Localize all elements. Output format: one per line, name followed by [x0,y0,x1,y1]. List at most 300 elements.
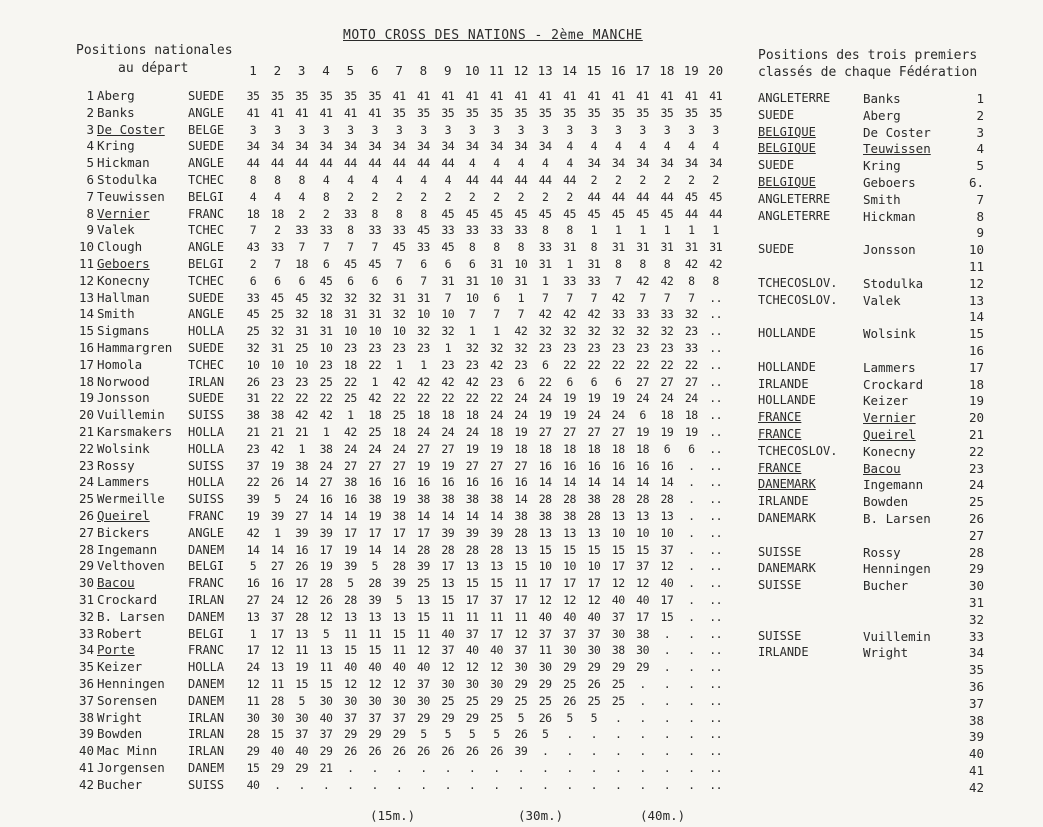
lap-position-cell: 31 [684,240,698,255]
lap-position-cell: 33 [611,307,625,322]
lap-position-cell: 19 [611,391,625,406]
lap-position-cell: . [663,643,671,658]
lap-position-cell: . [590,761,598,775]
lap-position-cell: 8 [517,240,525,255]
lap-position-cell: 13 [465,559,479,574]
lap-position-cell: 41 [636,89,650,103]
federation-rider-name: Teuwissen [863,141,931,157]
lap-position-cell: 28 [246,727,260,742]
lap-position-cell: 13 [343,609,357,624]
lap-position-cell: 26 [587,677,601,691]
rider-nation: HOLLA [188,660,225,675]
lap-position-cell: 41 [538,89,552,103]
start-position: 34 [78,642,94,658]
lap-position-cell: .. [709,290,723,305]
lap-position-cell: 41 [368,105,382,120]
lap-position-cell: 5 [444,727,452,742]
lap-position-cell: 3 [420,122,427,137]
rider-nation: ANGLE [188,307,225,322]
final-position: 22 [968,443,984,459]
lap-number: 18 [659,63,675,78]
lap-position-cell: 18 [368,408,382,423]
lap-position-cell: . [688,710,695,725]
lap-position-cell: 5 [371,559,378,574]
lap-position-cell: 7 [663,290,671,305]
lap-position-cell: 45 [246,307,260,322]
lap-position-cell: 33 [660,307,674,322]
start-position: 5 [86,155,94,171]
lap-position-cell: 18 [270,206,284,221]
lap-position-cell: 42 [392,374,406,389]
lap-position-cell: 13 [611,509,625,523]
lap-position-cell: 7 [444,290,452,305]
lap-position-cell: 23 [343,341,357,355]
lap-position-cell: 42 [441,374,455,389]
lap-position-cell: 44 [660,189,674,204]
lap-position-cell: 34 [465,139,479,154]
lap-position-cell: 7 [371,240,378,255]
lap-position-cell: 3 [444,122,452,137]
federation-rider-name: Geboers [863,175,916,190]
lap-position-cell: 8 [590,240,598,255]
lap-position-cell: 24 [270,593,284,607]
lap-position-cell: 45 [660,206,674,221]
lap-position-cell: 5 [517,710,525,725]
lap-position-cell: 11 [343,626,357,641]
lap-position-cell: 2 [615,173,622,187]
lap-position-cell: .. [709,391,723,406]
rider-nation: SUEDE [188,341,225,355]
lap-position-cell: 33 [514,223,528,238]
lap-position-cell: 28 [465,542,479,557]
lap-position-cell: 27 [636,374,650,389]
lap-position-cell: 27 [563,425,576,439]
lap-position-cell: 11 [270,677,284,691]
lap-position-cell: .. [709,576,723,591]
lap-position-cell: 42 [514,324,528,339]
lap-position-cell: 25 [465,693,479,708]
rider-name: Hallman [97,289,150,305]
lap-position-cell: 2 [322,206,330,221]
lap-position-cell: 15 [392,626,406,641]
start-position: 13 [78,289,94,305]
lap-position-cell: 11 [246,693,260,708]
lap-position-cell: 17 [660,593,674,607]
start-position: 41 [78,760,94,775]
lap-position-cell: 31 [343,307,357,322]
lap-position-cell: 27 [465,458,479,473]
lap-position-cell: 26 [343,744,357,759]
lap-position-cell: 2 [249,257,257,271]
start-position: 12 [78,272,94,288]
lap-position-cell: .. [709,357,723,372]
lap-position-cell: 5 [249,559,257,574]
lap-position-cell: 30 [563,643,576,658]
lap-position-cell: 35 [636,105,650,120]
lap-position-cell: 45 [270,290,284,305]
start-position: 22 [78,440,94,456]
lap-position-cell: 15 [611,542,625,557]
lap-position-cell: 14 [563,475,576,490]
lap-position-cell: 34 [611,156,625,171]
lap-position-cell: 14 [441,509,455,523]
rider-nation: SUISS [188,777,225,792]
lap-position-cell: 14 [636,475,650,490]
lap-position-cell: .. [709,374,723,389]
lap-position-cell: 6 [371,273,378,288]
lap-position-cell: . [541,744,549,759]
lap-position-cell: 15 [660,609,674,624]
lap-position-cell: 39 [441,525,455,540]
rider-name: Karsmakers [97,424,173,439]
lap-position-cell: 30 [490,677,503,691]
lap-position-cell: 4 [639,139,646,154]
lap-position-cell: 1 [395,357,403,372]
lap-position-cell: . [663,693,671,708]
lap-position-cell: 31 [636,240,650,255]
lap-position-cell: 16 [246,576,260,591]
rider-name: Teuwissen [97,188,165,204]
rider-nation: IRLAN [188,744,225,759]
lap-position-cell: 29 [368,727,382,742]
lap-position-cell: 4 [590,139,598,154]
final-position: 12 [968,275,984,291]
federation-rider-name: Kring [863,158,901,174]
lap-position-cell: 17 [587,576,601,591]
lap-position-cell: 14 [319,509,333,523]
lap-position-cell: . [444,761,452,775]
lap-position-cell: 39 [490,525,503,540]
right-header-line2: classés de chaque Fédération [758,65,978,80]
time-mark: (15m.) [370,808,416,823]
lap-position-cell: 45 [392,240,406,255]
lap-position-cell: 42 [587,307,601,322]
final-position: 21 [968,427,984,442]
lap-position-cell: 42 [368,391,382,406]
start-position: 20 [78,407,94,423]
lap-position-cell: 31 [709,240,723,255]
rider-name: Ingemann [97,541,158,557]
final-position: 26 [968,511,984,526]
federation-rider-name: Bacou [863,460,901,476]
lap-position-cell: 12 [563,593,576,607]
federation-rider-name: Queirel [863,427,916,442]
lap-position-cell: 39 [319,525,333,540]
lap-position-cell: 28 [490,542,503,557]
lap-position-cell: 24 [538,391,552,406]
lap-position-cell: 5 [322,626,330,641]
final-position: 37 [968,695,984,711]
lap-position-cell: 1 [688,223,695,238]
lap-position-cell: 2 [274,223,281,238]
lap-position-cell: 5 [298,693,305,708]
lap-position-cell: 7 [541,290,549,305]
lap-position-cell: 17 [611,559,625,574]
federation-name: SUEDE [758,242,795,257]
lap-position-cell: 10 [392,324,406,339]
lap-position-cell: 2 [347,189,354,204]
rider-nation: ANGLE [188,240,225,255]
lap-position-cell: 4 [517,156,525,171]
rider-nation: HOLLA [188,425,225,439]
lap-position-cell: 3 [615,122,622,137]
lap-position-cell: 42 [417,374,430,389]
lap-position-cell: 37 [538,626,552,641]
start-position: 42 [78,776,94,792]
lap-position-cell: 2 [468,189,476,204]
lap-position-cell: 22 [441,391,455,406]
lap-position-cell: 15 [490,576,503,591]
lap-position-cell: . [615,710,622,725]
lap-position-cell: 40 [660,576,674,591]
lap-position-cell: 7 [395,257,403,271]
lap-position-cell: 16 [368,475,382,490]
lap-position-cell: 41 [587,89,601,103]
lap-position-cell: 44 [563,173,576,187]
lap-position-cell: 6 [688,441,695,456]
lap-position-cell: .. [709,425,723,439]
lap-position-cell: 17 [343,525,357,540]
lap-position-cell: 6 [420,257,427,271]
lap-position-cell: 15 [636,542,650,557]
lap-position-cell: 42 [490,357,503,372]
lap-position-cell: 27 [392,458,406,473]
lap-position-cell: 28 [392,559,406,574]
lap-position-cell: 28 [343,593,357,607]
lap-position-cell: 31 [490,257,503,271]
lap-position-cell: 25 [270,307,284,322]
lap-position-cell: 27 [343,458,357,473]
lap-position-cell: 25 [343,391,357,406]
lap-position-cell: . [688,761,695,775]
lap-position-cell: 2 [395,189,403,204]
rider-name: Sigmans [97,323,150,339]
lap-position-cell: 22 [319,391,333,406]
lap-position-cell: 7 [688,290,695,305]
lap-position-cell: 11 [514,609,528,624]
lap-position-cell: . [688,643,695,658]
lap-position-cell: 4 [688,139,695,154]
lap-position-cell: 34 [246,139,260,154]
final-position: 14 [968,309,984,325]
lap-position-cell: 16 [563,458,576,473]
rider-name: Porte [97,642,135,658]
lap-position-cell: 16 [392,475,406,490]
rider-nation: FRANC [188,206,225,221]
rider-nation: ANGLE [188,156,225,171]
lap-position-cell: 40 [319,710,333,725]
lap-position-cell: 13 [587,525,601,540]
lap-position-cell: . [688,542,695,557]
lap-position-cell: 17 [514,593,528,607]
lap-position-cell: . [688,492,695,507]
lap-position-cell: 7 [274,257,281,271]
rider-nation: IRLAN [188,727,225,742]
start-position: 23 [78,457,94,473]
lap-position-cell: 38 [587,492,601,507]
lap-position-cell: 31 [441,273,455,288]
lap-position-cell: 19 [490,441,503,456]
lap-position-cell: 3 [517,122,525,137]
lap-position-cell: 35 [343,89,357,103]
lap-position-cell: 23 [270,374,284,389]
lap-position-cell: 13 [246,609,260,624]
lap-position-cell: 40 [538,609,552,624]
lap-position-cell: 44 [514,173,528,187]
federation-name: SUISSE [758,578,802,593]
lap-position-cell: 13 [538,525,552,540]
lap-position-cell: . [688,576,695,591]
rider-nation: DANEM [188,542,225,557]
lap-position-cell: 32 [392,307,406,322]
federation-name: ANGLETERRE [758,91,831,105]
lap-position-cell: 45 [295,290,309,305]
final-position: 31 [968,595,984,610]
lap-position-cell: 16 [441,475,455,490]
lap-position-cell: 26 [417,744,430,759]
lap-position-cell: 34 [295,139,309,154]
federation-rider-name: Wright [863,645,909,661]
lap-position-cell: 8 [322,189,330,204]
lap-position-cell: 24 [246,660,260,675]
lap-position-cell: .. [709,710,723,725]
lap-position-cell: 12 [417,643,430,658]
lap-position-cell: 39 [246,492,260,507]
lap-position-cell: 41 [611,89,625,103]
lap-position-cell: 7 [590,290,598,305]
lap-position-cell: 25 [587,693,601,708]
lap-position-cell: 12 [270,643,284,658]
lap-position-cell: 31 [392,290,406,305]
lap-position-cell: 27 [270,559,284,574]
lap-position-cell: 35 [611,105,625,120]
lap-position-cell: 40 [246,777,260,792]
lap-position-cell: 19 [514,425,528,439]
lap-position-cell: 38 [319,441,333,456]
lap-position-cell: .. [709,677,723,691]
lap-position-cell: 24 [684,391,698,406]
lap-position-cell: 44 [392,156,406,171]
lap-position-cell: 12 [587,593,601,607]
federation-rider-name: Jonsson [863,242,916,258]
rider-nation: SUEDE [188,139,225,154]
lap-position-cell: 4 [468,156,476,171]
rider-nation: DANEM [188,761,225,775]
lap-position-cell: 1 [298,441,305,456]
lap-position-cell: .. [709,525,723,540]
lap-position-cell: 37 [343,710,357,725]
lap-position-cell: 42 [343,425,357,439]
federation-name: TCHECOSLOV. [758,275,838,290]
lap-position-cell: 29 [465,710,479,725]
lap-position-cell: .. [709,341,723,355]
lap-position-cell: . [444,777,452,792]
rider-nation: TCHEC [188,273,225,288]
lap-position-cell: 18 [636,441,650,456]
rider-name: Wermeille [97,491,165,507]
lap-position-cell: 27 [587,425,601,439]
lap-position-cell: . [566,744,573,759]
lap-position-cell: 45 [319,273,333,288]
lap-position-cell: 5 [590,710,598,725]
lap-position-cell: 24 [587,408,601,423]
lap-position-cell: 15 [563,542,576,557]
lap-position-cell: 11 [490,609,503,624]
lap-position-cell: 35 [587,105,601,120]
lap-position-cell: . [688,727,695,742]
lap-position-cell: 23 [441,357,455,372]
lap-position-cell: 39 [417,559,430,574]
lap-position-cell: 18 [684,408,698,423]
lap-position-cell: 22 [417,391,430,406]
lap-position-cell: 15 [441,593,455,607]
lap-position-cell: 42 [465,374,479,389]
lap-position-cell: 3 [493,122,500,137]
final-position: 19 [968,393,984,409]
lap-position-cell: 34 [319,139,333,154]
federation-name: BELGIQUE [758,175,816,189]
lap-position-cell: 41 [417,89,430,103]
lap-position-cell: 32 [587,324,601,339]
federation-name: SUEDE [758,158,795,173]
lap-position-cell: 33 [441,223,455,238]
lap-position-cell: . [663,660,671,675]
lap-position-cell: 3 [688,122,695,137]
lap-position-cell: 19 [563,391,576,406]
start-position: 15 [78,323,94,339]
lap-position-cell: . [371,777,378,792]
federation-name: DANEMARK [758,511,816,525]
lap-position-cell: 3 [395,122,403,137]
lap-position-cell: 24 [417,425,430,439]
lap-position-cell: 37 [465,626,479,641]
lap-position-cell: . [639,727,646,742]
lap-position-cell: 13 [270,660,284,675]
lap-position-cell: 14 [490,509,503,523]
lap-position-cell: 28 [514,525,528,540]
rider-name: Sorensen [97,692,158,708]
federation-name: DANEMARK [758,477,816,492]
lap-position-cell: 29 [392,727,406,742]
rider-nation: IRLAN [188,374,225,389]
lap-position-cell: 10 [514,257,528,271]
lap-position-cell: 33 [319,223,333,238]
final-position: 24 [968,477,984,493]
lap-position-cell: 22 [392,391,406,406]
final-position: 34 [968,645,984,661]
lap-position-cell: 1 [493,324,500,339]
lap-position-cell: . [688,660,695,675]
lap-number: 10 [464,63,480,78]
lap-position-cell: 29 [343,727,357,742]
final-position: 29 [968,561,984,577]
lap-position-cell: 30 [514,660,528,675]
lap-position-cell: 23 [660,341,674,355]
lap-position-cell: 29 [490,693,503,708]
lap-position-cell: 10 [270,357,284,372]
lap-position-cell: 35 [417,105,430,120]
lap-number: 19 [683,63,699,78]
lap-position-cell: 14 [246,542,260,557]
lap-position-cell: 15 [295,677,309,691]
rider-name: Wolsink [97,440,150,456]
lap-position-cell: 38 [611,643,625,658]
lap-position-cell: 10 [295,357,309,372]
lap-position-cell: 42 [684,257,698,271]
lap-position-cell: . [663,761,671,775]
lap-position-cell: 35 [246,89,260,103]
lap-position-cell: 45 [368,257,382,271]
